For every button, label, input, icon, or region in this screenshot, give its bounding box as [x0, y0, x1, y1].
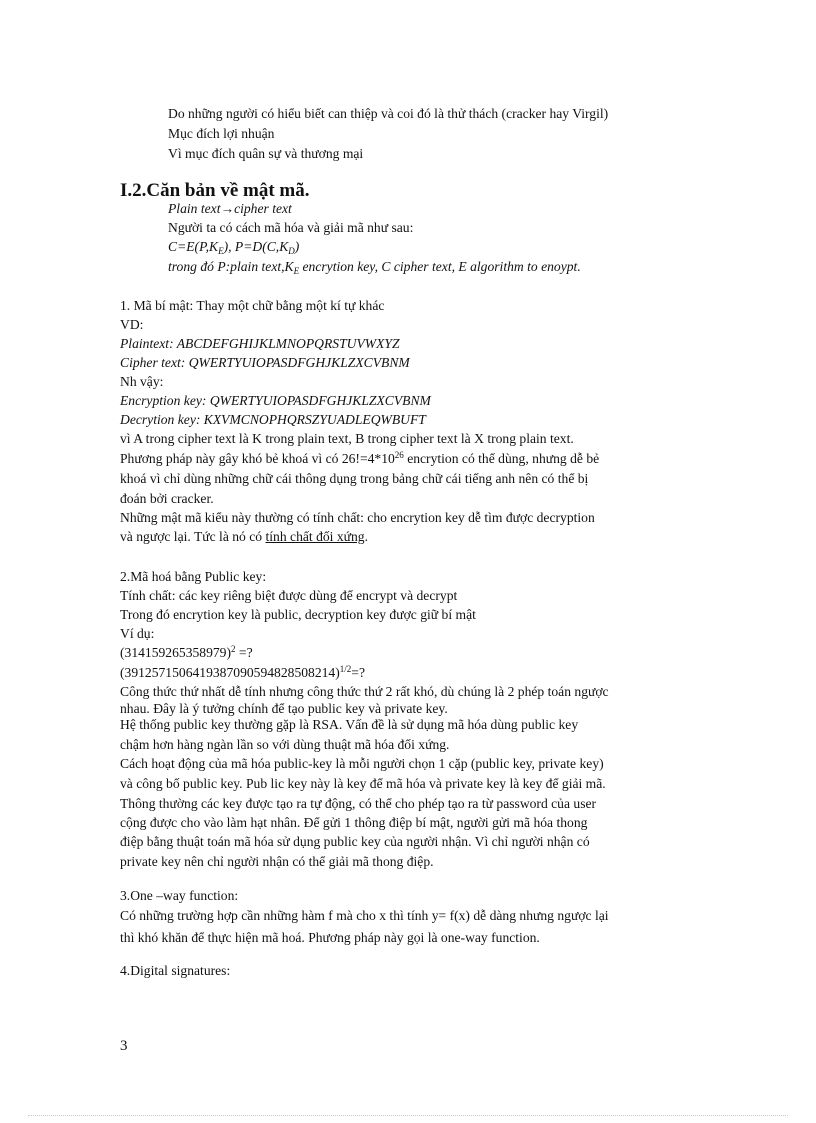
public-key-line-1: Tính chất: các key riêng biệt được dùng để encrypt và decrypt	[120, 588, 458, 603]
digital-signatures-title: 4.Digital signatures:	[120, 963, 231, 978]
nhu-vay-label: Nh vậy:	[120, 374, 164, 389]
secret-key-para-1: vì A trong cipher text là K trong plain text, B trong cipher text là X trong plain text.	[120, 431, 574, 446]
para-2-text-a: Phương pháp này gây khó bẻ khoá vì có 26!=4*10	[120, 451, 395, 466]
formula	[168, 238, 299, 256]
public-key-para-3: Hệ thống public key thường gặp là RSA. Vấn đề là sử dụng mã hóa dùng public key	[120, 717, 579, 732]
secret-key-para-3: khoá vì chỉ dùng những chữ cái thông dụng trong bảng chữ cái tiếng anh nên có thể bị	[120, 471, 589, 486]
public-key-para-6: và công bố public key. Pub lic key này là key để mã hóa và private key là key để giải mã.	[120, 776, 606, 791]
public-key-para-9: điệp bằng thuật toán mã hóa sử dụng public key của người nhận. Vì chỉ người nhận có	[120, 834, 590, 849]
para-6-text-b: .	[364, 529, 369, 544]
example-1-end: =?	[235, 645, 253, 660]
para-2-text-b: encrytion có thể dùng, nhưng dễ bẻ	[403, 451, 600, 466]
symmetric-property-text: tính chất đối xứng	[265, 529, 365, 544]
where-a: trong đó P:plain text,K	[168, 259, 294, 274]
public-key-para-2: nhau. Đây là ý tưởng chính để tạo public key và private key.	[120, 701, 448, 716]
example-1	[120, 644, 253, 662]
arrow-icon: →	[220, 201, 235, 216]
public-key-para-1: Công thức thứ nhất dễ tính nhưng công thức thứ 2 rất khó, dù chúng là 2 phép toán ngược	[120, 684, 609, 699]
method-line: Người ta có cách mã hóa và giải mã như sau:	[168, 220, 414, 235]
public-key-title: 2.Mã hoá bằng Public key:	[120, 569, 267, 584]
example-2-base: (3912571506419387090594828508214)	[120, 665, 340, 680]
public-key-para-10: private key nên chỉ người nhận có thể giải mã thong điệp.	[120, 854, 434, 869]
example-1-base: (314159265358979)	[120, 645, 232, 660]
public-key-para-4: chậm hơn hàng ngàn lần so với dùng thuật mã hóa đối xứng.	[120, 737, 450, 752]
cipher-text-label: cipher text	[234, 201, 292, 216]
public-key-para-8: cộng được cho vào làm hạt nhân. Để gửi 1 thông điệp bí mật, người gửi mã hóa thong	[120, 815, 588, 830]
para-6-text-a: và ngược lại. Tức là nó có	[120, 529, 266, 544]
public-key-para-5: Cách hoạt động của mã hóa public-key là mỗi người chọn 1 cặp (public key, private key)	[120, 756, 604, 771]
secret-key-para-2	[120, 450, 599, 468]
secret-key-para-6	[120, 528, 368, 546]
formula-d-sub: D	[288, 246, 295, 256]
intro-line-1: Do những người có hiểu biết can thiệp và coi đó là thử thách (cracker hay Virgil)	[168, 106, 609, 121]
example-1-exponent: 2	[231, 644, 236, 654]
secret-key-para-4: đoán bởi cracker.	[120, 491, 214, 506]
footer-divider	[28, 1115, 788, 1116]
secret-key-para-5: Những mật mã kiểu này thường có tính chất: cho encrytion key dễ tìm được decryption	[120, 510, 595, 525]
plain-text-label: Plain text	[168, 201, 221, 216]
formula-end: )	[294, 239, 300, 254]
para-2-exponent: 26	[394, 450, 404, 460]
encryption-key-line: Encryption key: QWERTYUIOPASDFGHJKLZXCVBNM	[120, 393, 431, 408]
public-key-para-7: Thông thường các key được tạo ra tự động, có thể cho phép tạo ra từ password của user	[120, 796, 597, 811]
formula-mid: ), P=D(C,K	[223, 239, 289, 254]
intro-line-3: Vì mục đích quân sự và thương mại	[168, 146, 364, 161]
formula-c-part: C=E(P,K	[168, 239, 219, 254]
plaintext-line: Plaintext: ABCDEFGHIJKLMNOPQRSTUVWXYZ	[120, 336, 400, 351]
one-way-line-2: thì khó khăn để thực hiện mã hoá. Phương pháp này gọi là one-way function.	[120, 930, 540, 945]
decryption-key-line: Decrytion key: KXVMCNOPHQRSZYUADLEQWBUFT	[120, 412, 426, 427]
intro-line-2: Mục đích lợi nhuận	[168, 126, 275, 141]
public-key-line-2: Trong đó encrytion key là public, decryption key được giữ bí mật	[120, 607, 476, 622]
example-2	[120, 664, 365, 682]
plain-to-cipher	[168, 200, 292, 218]
example-2-exponent: 1/2	[339, 664, 352, 674]
where-sub: E	[293, 266, 300, 276]
where-b: encrytion key, C cipher text, E algorithm to enoypt.	[299, 259, 581, 274]
one-way-title: 3.One –way function:	[120, 888, 239, 903]
section-heading: I.2.Căn bản về mật mã.	[120, 180, 310, 201]
formula-e-sub: E	[218, 246, 224, 256]
one-way-line-1: Có những trường hợp cần những hàm f mà cho x thì tính y= f(x) dễ dàng nhưng ngược lại	[120, 908, 609, 923]
vi-du-label: Ví dụ:	[120, 626, 155, 641]
example-2-end: =?	[351, 665, 365, 680]
page-number: 3	[120, 1038, 128, 1054]
ciphertext-line: Cipher text: QWERTYUIOPASDFGHJKLZXCVBNM	[120, 355, 410, 370]
vd-label: VD:	[120, 317, 144, 332]
secret-key-title: 1. Mã bí mật: Thay một chữ bằng một kí tự khác	[120, 298, 385, 313]
formula-where	[168, 258, 581, 276]
